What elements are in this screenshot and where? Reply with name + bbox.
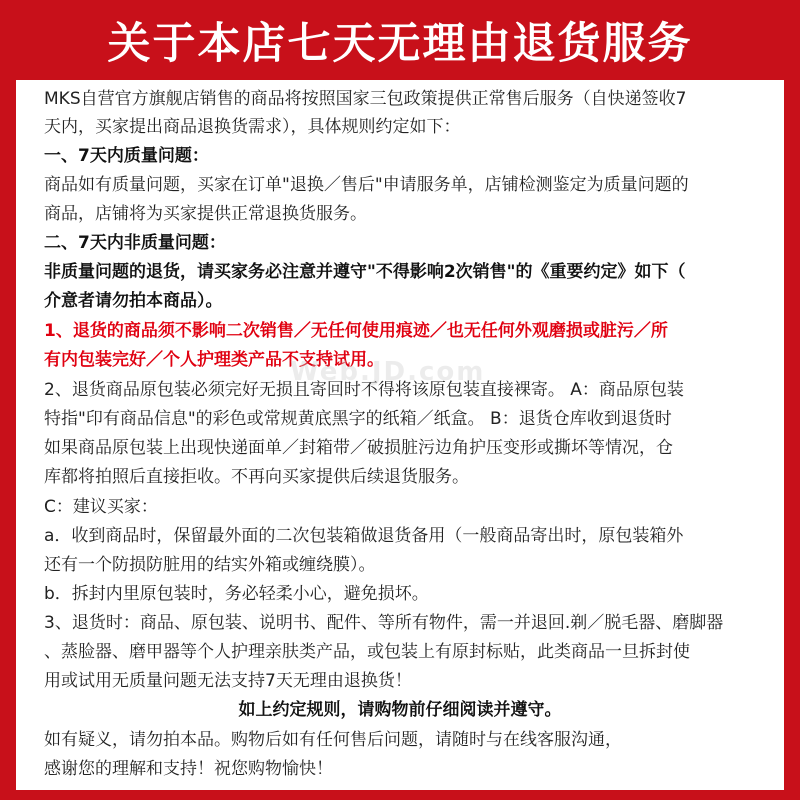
rule-2-line-4: 库都将拍照后直接拒收。不再向买家提供后续退货服务。 [44,467,469,487]
content-panel [16,80,784,790]
watermark: Web.JD.com [290,357,486,387]
closing-line-1: 如有疑义，请勿拍本品。购物后如有任何售后问题，请随时与在线客服沟通， [44,730,622,750]
rule-2-line-3: 如果商品原包装上出现快递面单／封箱带／破损脏污边角护压变形或撕坏等情况，仓 [44,438,673,458]
rule-2-line-2: 特指"印有商品信息"的彩色或常规黄底黑字的纸箱／纸盒。 B：退货仓库收到退货时 [44,409,672,429]
closing-line-2: 感谢您的理解和支持！祝您购物愉快！ [44,759,333,779]
section-1-text-2: 商品，店铺将为买家提供正常退换货服务。 [44,204,367,224]
section-1-text-1: 商品如有质量问题，买家在订单"退换／售后"申请服务单，店铺检测鉴定为质量问题的 [44,175,689,195]
advice-b-line: b．拆封内里原包装时，务必轻柔小心，避免损坏。 [44,584,429,604]
section-2-heading: 二、7天内非质量问题： [44,233,226,253]
rule-2-line-1: 2、退货商品原包装必须完好无损且寄回时不得将该原包装直接裸寄。 A：商品原包装 [44,380,684,400]
rule-3-line-3: 用或试用无质量问题无法支持7天无理由退换货！ [44,671,412,691]
advice-a-line-2: 还有一个防损防脏用的结实外箱或缠绕膜）。 [44,555,376,575]
advice-a-line-1: a．收到商品时，保留最外面的二次包装箱做退货备用（一般商品寄出时，原包装箱外 [44,526,684,546]
intro-line-1: MKS自营官方旗舰店销售的商品将按照国家三包政策提供正常售后服务（自快递签收7 [44,89,687,109]
reminder-line: 如上约定规则，请购物前仔细阅读并遵守。 [238,700,562,720]
intro-line-2: 天内，买家提出商品退换货需求），具体规则约定如下： [44,117,461,137]
section-2-intro-1: 非质量问题的退货，请买家务必注意并遵守"不得影响2次销售"的《重要约定》如下（ [44,262,686,282]
rule-1-line-1: 1、退货的商品须不影响二次销售／无任何使用痕迹／也无任何外观磨损或脏污／所 [44,321,668,341]
rule-3-line-2: 、蒸脸器、磨甲器等个人护理亲肤类产品，或包装上有原封标贴，此类商品一旦拆封使 [44,642,690,662]
rule-3-line-1: 3、退货时：商品、原包装、说明书、配件、等所有物件，需一并退回.剃／脱毛器、磨脚器 [44,613,724,633]
rule-1-line-2: 有内包装完好／个人护理类产品不支持试用。 [44,350,384,370]
advice-heading: C：建议买家： [44,497,158,517]
page-title: 关于本店七天无理由退货服务 [107,18,693,69]
section-1-heading: 一、7天内质量问题： [44,146,209,166]
section-2-intro-2: 介意者请勿拍本商品）。 [44,291,223,311]
